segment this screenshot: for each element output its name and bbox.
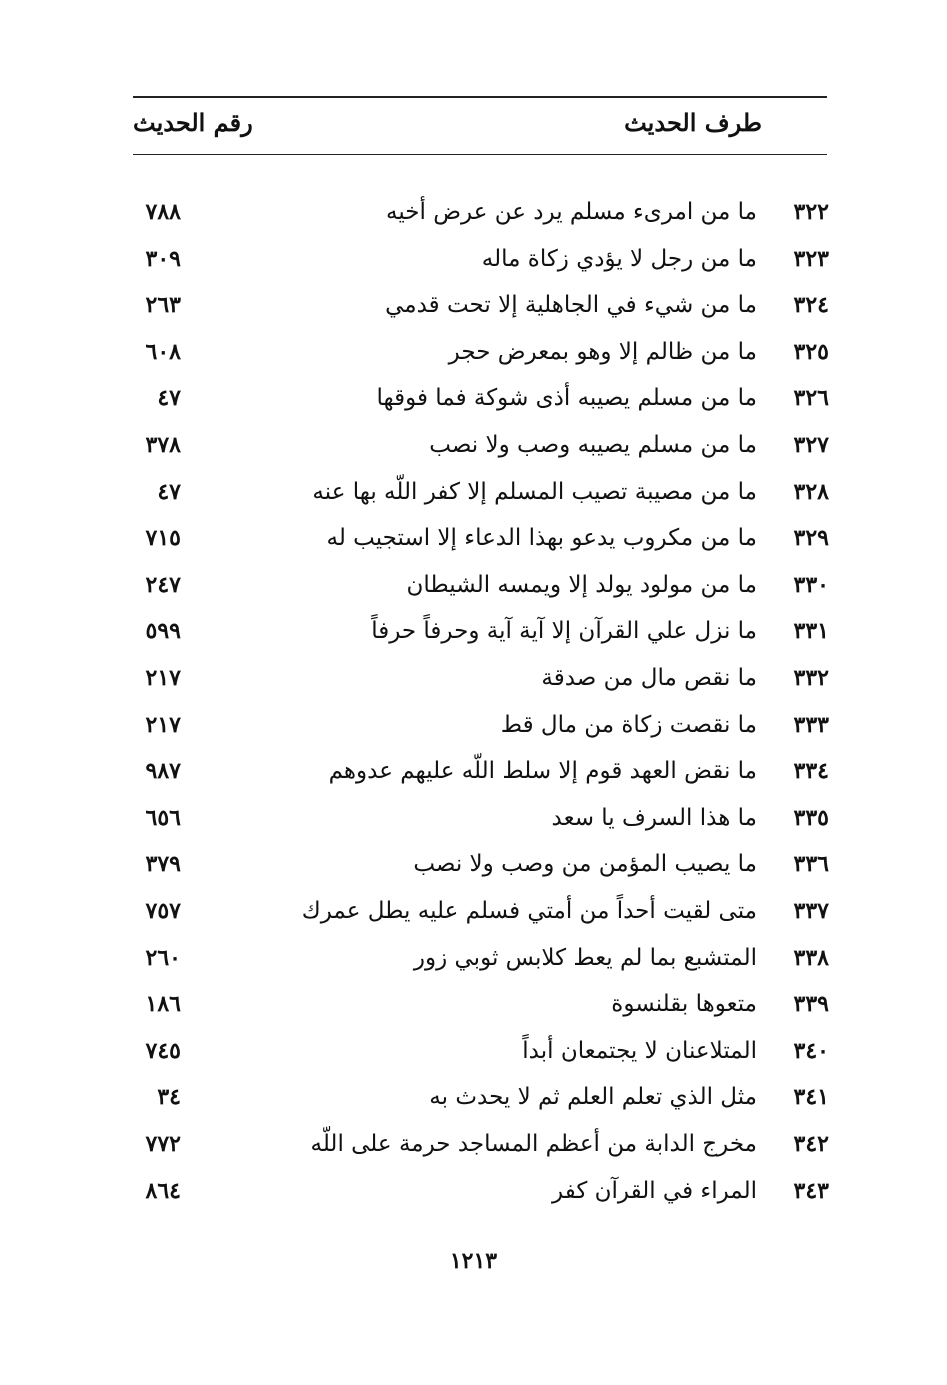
- list-item: [0, 246, 947, 286]
- hadith-number: ٣٧٨: [145, 432, 181, 458]
- list-item: [0, 525, 947, 565]
- hadith-number: ٢٦٣: [145, 292, 181, 319]
- entry-number: ٣٤٣: [793, 1177, 829, 1204]
- hadith-incipit: المتلاعنان لا يجتمعان أبداً: [522, 1037, 757, 1064]
- hadith-incipit: ما من مولود يولد إلا ويمسه الشيطان: [406, 571, 757, 598]
- hadith-number: ٨٦٤: [145, 1177, 181, 1204]
- hadith-number: ٧٥٧: [145, 898, 181, 924]
- hadith-number: ٣٠٩: [145, 245, 181, 272]
- hadith-incipit: مخرج الدابة من أعظم المساجد حرمة على اللّه: [310, 1131, 757, 1157]
- hadith-incipit: ما من مسلم يصيبه وصب ولا نصب: [429, 432, 757, 458]
- hadith-incipit: ما من ظالم إلا وهو بمعرض حجر: [448, 338, 757, 365]
- entry-number: ٣٢٦: [793, 385, 829, 412]
- list-item: [0, 339, 947, 379]
- entry-number: ٣٢٩: [793, 525, 829, 552]
- entry-number: ٣٣٥: [793, 804, 829, 831]
- list-item: [0, 292, 947, 332]
- hadith-incipit: ما نزل علي القرآن إلا آية آية وحرفاً حرفاً: [371, 618, 757, 645]
- hadith-number: ٤٧: [157, 385, 181, 412]
- list-item: [0, 805, 947, 845]
- hadith-incipit: ما من مصيبة تصيب المسلم إلا كفر اللّه بها عنه: [312, 478, 757, 505]
- list-item: [0, 618, 947, 658]
- list-item: [0, 851, 947, 891]
- hadith-number: ٢٦٠: [145, 944, 181, 971]
- list-item: [0, 712, 947, 752]
- hadith-incipit: ما هذا السرف يا سعد: [551, 804, 757, 831]
- hadith-number: ٧٨٨: [145, 199, 181, 225]
- hadith-incipit: مثل الذي تعلم العلم ثم لا يحدث به: [429, 1084, 757, 1111]
- hadith-incipit: المتشبع بما لم يعط كلابس ثوبي زور: [413, 944, 757, 971]
- hadith-number: ٢١٧: [145, 711, 181, 738]
- list-item: [0, 665, 947, 705]
- hadith-number: ٣٤: [157, 1084, 181, 1111]
- list-item: [0, 898, 947, 938]
- hadith-number: ٧٧٢: [145, 1131, 181, 1157]
- hadith-number: ٦٥٦: [145, 804, 181, 831]
- entry-number: ٣٣٩: [793, 991, 829, 1018]
- hadith-number: ٢١٧: [145, 665, 181, 691]
- hadith-number: ١٨٦: [145, 991, 181, 1018]
- list-item: [0, 385, 947, 425]
- hadith-number: ٧٤٥: [145, 1037, 181, 1064]
- list-item: [0, 199, 947, 239]
- text-column-header: طرف الحديث: [624, 108, 762, 137]
- hadith-incipit: المراء في القرآن كفر: [552, 1177, 757, 1204]
- header-rule: [133, 154, 827, 155]
- entry-number: ٣٤١: [793, 1084, 829, 1111]
- list-item: [0, 432, 947, 472]
- list-item: [0, 572, 947, 612]
- entry-number: ٣٢٨: [793, 478, 829, 505]
- entry-number: ٣٣٤: [793, 758, 829, 785]
- list-item: [0, 1178, 947, 1218]
- entry-number: ٣٣٣: [793, 711, 829, 738]
- list-item: [0, 1038, 947, 1078]
- entry-number: ٣٤٠: [793, 1037, 829, 1064]
- entry-number: ٣٣١: [793, 618, 829, 645]
- entry-number: ٣٢٥: [793, 338, 829, 365]
- hadith-number: ٥٩٩: [145, 618, 181, 645]
- entry-number: ٣٣٧: [793, 898, 829, 924]
- hadith-incipit: ما نقصت زكاة من مال قط: [500, 711, 757, 738]
- hadith-incipit: ما نقض العهد قوم إلا سلط اللّه عليهم عدوهم: [328, 758, 757, 785]
- hadith-number: ٢٤٧: [145, 571, 181, 598]
- list-item: [0, 1084, 947, 1124]
- top-rule: [133, 96, 827, 98]
- hadith-incipit: متعوها بقلنسوة: [611, 991, 757, 1018]
- hadith-incipit: ما من شيء في الجاهلية إلا تحت قدمي: [385, 292, 757, 319]
- list-item: [0, 1131, 947, 1171]
- list-item: [0, 479, 947, 519]
- hadith-incipit: ما من مسلم يصيبه أذى شوكة فما فوقها: [376, 385, 757, 412]
- hadith-number: ٣٧٩: [145, 851, 181, 878]
- entry-number: ٣٢٣: [793, 245, 829, 272]
- hadith-incipit: ما من مكروب يدعو بهذا الدعاء إلا استجيب له: [326, 525, 757, 552]
- hadith-incipit: ما يصيب المؤمن من وصب ولا نصب: [413, 851, 757, 878]
- hadith-number: ٩٨٧: [145, 758, 181, 785]
- hadith-incipit: ما من رجل لا يؤدي زكاة ماله: [481, 245, 757, 272]
- entry-number: ٣٣٦: [793, 851, 829, 878]
- page-number: ١٢١٣: [449, 1248, 498, 1274]
- hadith-incipit: متى لقيت أحداً من أمتي فسلم عليه يطل عمرك: [301, 898, 757, 924]
- entry-number: ٣٢٢: [793, 199, 829, 225]
- entry-number: ٣٤٢: [793, 1131, 829, 1157]
- entry-number: ٣٢٤: [793, 292, 829, 319]
- number-column-header: رقم الحديث: [133, 108, 253, 137]
- hadith-incipit: ما نقص مال من صدقة: [541, 665, 757, 691]
- entry-number: ٣٣٠: [793, 571, 829, 598]
- list-item: [0, 945, 947, 985]
- list-item: [0, 991, 947, 1031]
- hadith-incipit: ما من امرىء مسلم يرد عن عرض أخيه: [386, 199, 757, 225]
- list-item: [0, 758, 947, 798]
- entry-number: ٣٢٧: [793, 432, 829, 458]
- hadith-number: ٦٠٨: [145, 338, 181, 365]
- entry-number: ٣٣٢: [793, 665, 829, 691]
- hadith-number: ٤٧: [157, 478, 181, 505]
- entry-number: ٣٣٨: [793, 944, 829, 971]
- hadith-number: ٧١٥: [145, 525, 181, 552]
